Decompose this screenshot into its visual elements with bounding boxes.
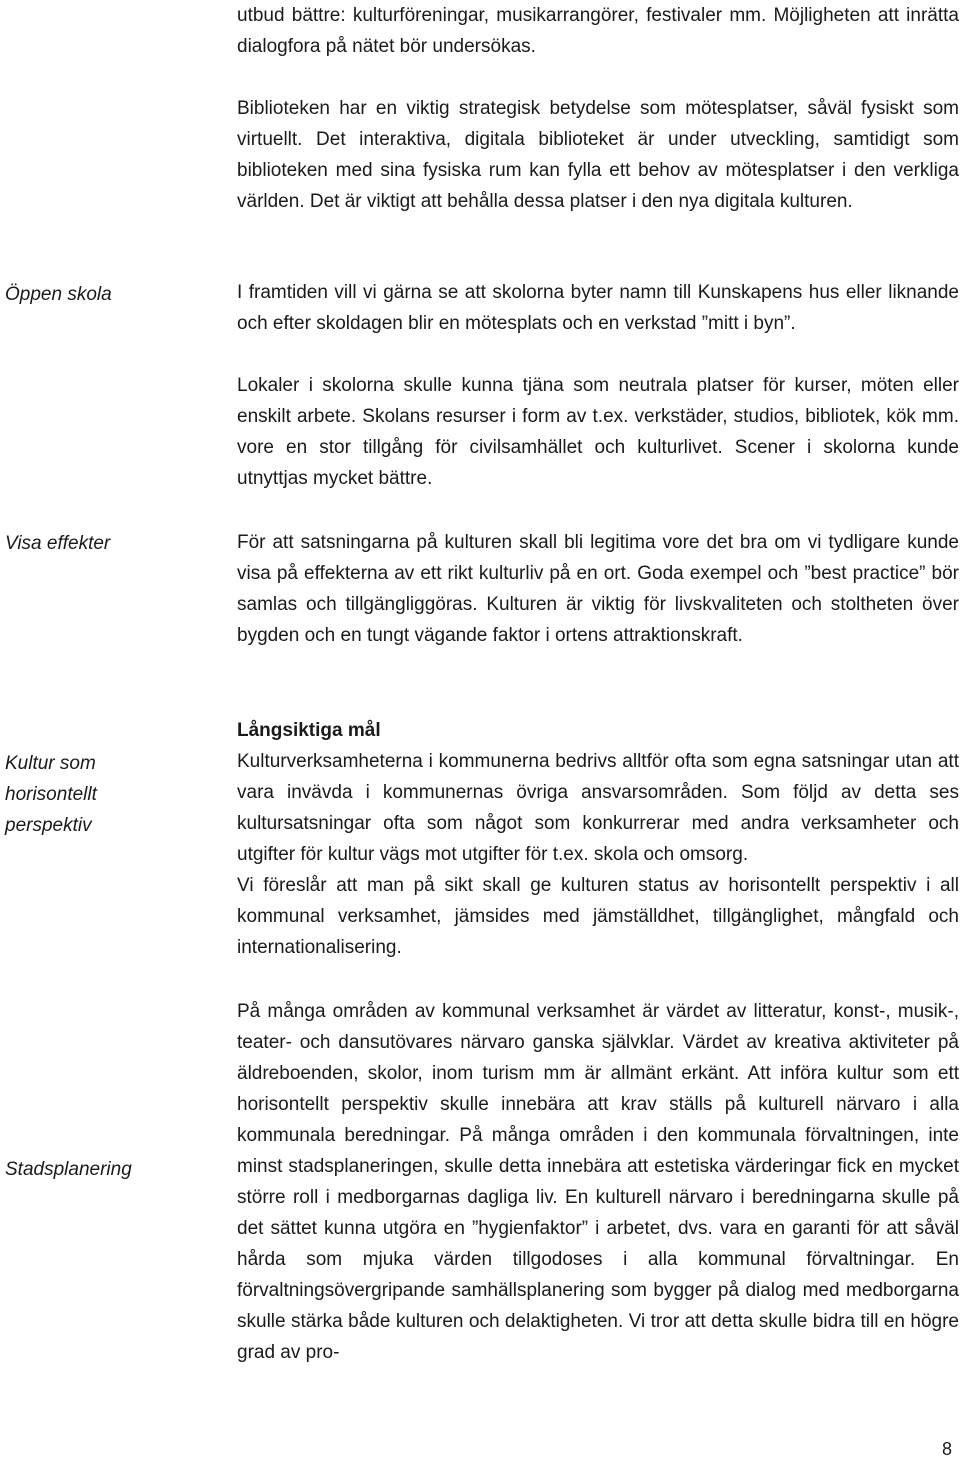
paragraph: Kulturverksamheterna i kommunerna bedrivs alltför ofta som egna satsningar utan att vara invävda i kommunernas övriga ansvarsområden. Som följd av detta ses kultursatsningar ofta som något som konkurrerar med andra verksamheter och utgifter för kultur vägs mot utgifter för t.ex. skola och omsorg.: [237, 751, 959, 865]
side-label-visa-effekter: Visa effekter: [5, 533, 111, 554]
side-label-oppen-skola: Öppen skola: [5, 284, 112, 305]
page-number: 8: [941, 1439, 952, 1459]
paragraph: Lokaler i skolorna skulle kunna tjäna som neutrala platser för kurser, möten eller enskilt arbete. Skolans resurser i form av t.ex. verkstäder, studios, bibliotek, kök mm. vore en stor tillgång för civilsamhället och kulturlivet. Scener i skolorna kunde utnyttjas mycket bättre.: [237, 375, 959, 489]
side-label-stadsplanering: Stadsplanering: [5, 1159, 132, 1180]
paragraph: På många områden av kommunal verksamhet är värdet av litteratur, konst-, musik-, teater- och dansutövares närvaro ganska självklar. Värdet av kreativa aktiviteter på äldreboenden, skolor, inom turism mm är allmänt erkänt. Att införa kultur som ett horisontellt perspektiv skulle innebära att krav ställs på kulturell närvaro i alla kommunala beredningar. På många områden i den kommunala förvaltningen, inte minst stadsplaneringen, skulle detta innebära att estetiska värderingar fick en mycket större roll i medborgarnas dagliga liv. En kulturell närvaro i beredningarna skulle på det sättet kunna utgöra en ”hygienfaktor” i arbetet, dvs. vara en garanti för att såväl hårda som mjuka värden tillgodoses i alla kommunal förvaltningar. En förvaltningsövergripande samhällsplanering som bygger på dialog med medborgarna skulle stärka både kulturen och delaktigheten. Vi tror att detta skulle bidra till en högre grad av pro-: [237, 1001, 959, 1363]
paragraph: Biblioteken har en viktig strategisk betydelse som mötesplatser, såväl fysiskt som virtuellt. Det interaktiva, digitala biblioteket är under utveckling, samtidigt som biblioteken med sina fysiska rum kan fylla ett behov av mötesplatser i den verkliga världen. Det är viktigt att behålla dessa platser i den nya digitala kulturen.: [237, 98, 959, 212]
section-oppen-skola: [237, 277, 959, 494]
paragraph: För att satsningarna på kulturen skall bli legitima vore det bra om vi tydligare kunde visa på effekterna av ett rikt kulturliv på en ort. Goda exempel och ”best practice” bör samlas och tillgängliggöras. Kulturen är viktig för livskvaliteten och stoltheten över bygden och en tungt vägande faktor i ortens attraktionskraft.: [237, 532, 959, 646]
section-kultur-horisontellt: [237, 715, 959, 963]
paragraph: utbud bättre: kulturföreningar, musikarrangörer, festivaler mm. Möjligheten att inrätta dialogfora på nätet bör undersökas.: [237, 5, 959, 57]
paragraph: Vi föreslår att man på sikt skall ge kulturen status av horisontellt perspektiv i all kommunal verksamhet, jämsides med jämställdhet, tillgänglighet, mångfald och internationalisering.: [237, 875, 959, 958]
section-visa-effekter: [237, 527, 959, 651]
section-stadsplanering: [237, 996, 959, 1368]
section-heading: Långsiktiga mål: [237, 720, 381, 741]
section-intro: [237, 0, 959, 217]
paragraph: I framtiden vill vi gärna se att skolorna byter namn till Kunskapens hus eller liknande och efter skoldagen blir en mötesplats och en verkstad ”mitt i byn”.: [237, 282, 959, 334]
side-label-kultur-horisontellt: Kultur som horisontellt perspektiv: [5, 753, 97, 836]
